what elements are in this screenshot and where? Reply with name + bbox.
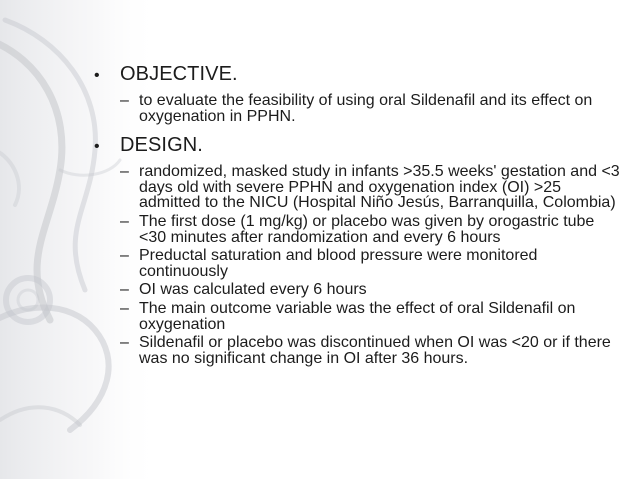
sub-bullet-text: Preductal saturation and blood pressure were monitored continuously [139, 247, 538, 280]
bullet-icon: • [94, 67, 100, 84]
sub-bullet-text: The first dose (1 mg/kg) or placebo was given by orogastric tube <30 minutes after randomization and every 6 hours [139, 212, 595, 246]
dash-icon: – [120, 92, 129, 109]
section-heading-row [94, 133, 624, 159]
dash-icon: – [120, 281, 129, 299]
section-objective [94, 62, 624, 124]
section-heading: DESIGN. [120, 134, 203, 157]
sub-bullet-item [120, 335, 624, 366]
dash-icon: – [120, 299, 129, 317]
sub-bullet-item [120, 282, 624, 298]
section-design [94, 133, 624, 366]
dash-icon: – [120, 334, 129, 352]
sub-bullet-text: OI was calculated every 6 hours [139, 281, 367, 299]
sub-bullet-item [120, 248, 624, 279]
sub-bullet-list [94, 93, 624, 124]
sub-bullet-item [120, 164, 624, 211]
dash-icon: – [120, 163, 129, 181]
sub-bullet-item [120, 93, 624, 124]
sub-bullet-list [94, 164, 624, 366]
dash-icon: – [120, 212, 129, 230]
dash-icon: – [120, 247, 129, 265]
slide-content [94, 62, 624, 369]
section-heading-row [94, 62, 624, 88]
sub-bullet-item [120, 214, 624, 245]
sub-bullet-text: The main outcome variable was the effect of oral Sildenafil on oxygenation [139, 299, 576, 333]
bullet-icon: • [94, 138, 100, 156]
sub-bullet-text: randomized, masked study in infants >35.5 weeks' gestation and <3 days old with severe PPHN and oxygenation index (OI) >25 admitted to the NICU (Hospital Niño Jesús, Barranquilla, Colombia) [139, 163, 620, 212]
sub-bullet-text: Sildenafil or placebo was discontinued when OI was <20 or if there was no significant change in OI after 36 hours. [139, 334, 611, 367]
section-heading: OBJECTIVE. [120, 63, 238, 85]
sub-bullet-text: to evaluate the feasibility of using oral Sildenafil and its effect on oxygenation in PPHN. [139, 92, 593, 125]
sub-bullet-item [120, 301, 624, 332]
